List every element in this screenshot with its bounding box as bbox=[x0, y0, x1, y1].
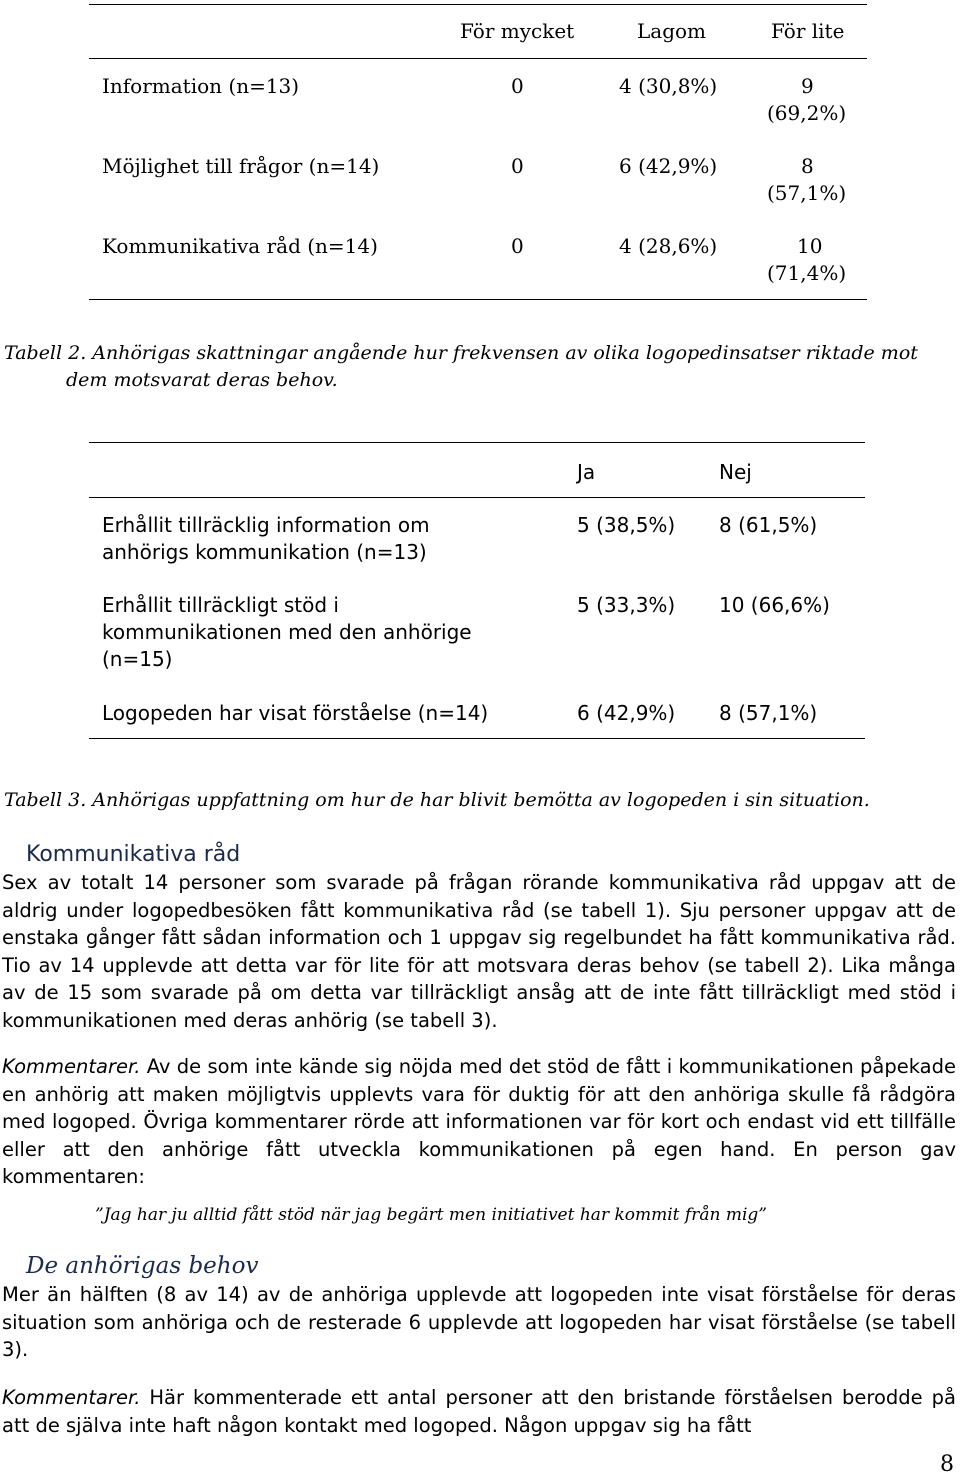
table-2-caption-line: dem motsvarat deras behov. bbox=[66, 369, 338, 391]
table-1-cell: 10 bbox=[797, 234, 823, 258]
section-1-comments bbox=[2, 1053, 956, 1191]
table-2-row-label bbox=[102, 700, 488, 727]
table-2-row-label-line: Erhållit tillräckligt stöd i bbox=[102, 593, 339, 617]
table-2-caption bbox=[4, 340, 954, 394]
comment-text: Här kommenterade ett antal personer att den bristande förståelsen berodde på att de själva inte haft någon kontakt med logoped. Någon uppgav sig ha fått bbox=[2, 1386, 956, 1437]
table-1-cell: 8 bbox=[801, 154, 814, 178]
section-1-paragraph: Sex av totalt 14 personer som svarade på frågan rörande kommunikativa råd uppgav att de aldrig under logopedbesöken fått kommunikativa råd (se tabell 1). Sju personer uppgav att de enstaka gånger fått sådan information och 1 uppgav sig regelbundet ha fått kommunikativa råd. Tio av 14 upplevde att detta var för lite för att motsvara deras behov (se tabell 2). Lika många av de 15 som svarade på om detta var tillräckligt ansåg att de inte fått tillräckligt med stöd i kommunikationen med deras anhörig (se tabell 3). bbox=[2, 871, 956, 1032]
table-1-header-for-lite: För lite bbox=[771, 19, 845, 43]
table-1-row-label: Information (n=13) bbox=[102, 74, 300, 98]
section-heading-kommunikativa-rad: Kommunikativa råd bbox=[26, 842, 241, 867]
table-2-cell-ja: 5 (33,3%) bbox=[577, 593, 676, 617]
table-1-header-rule bbox=[89, 58, 867, 59]
table-1-header-lagom: Lagom bbox=[637, 19, 707, 43]
table-2-cell-nej: 10 (66,6%) bbox=[719, 593, 830, 617]
table-1-cell: (71,4%) bbox=[767, 261, 847, 285]
table-2-row-label-line: Logopeden har visat förståelse (n=14) bbox=[102, 701, 489, 725]
table-3-caption: Tabell 3. Anhörigas uppfattning om hur de har blivit bemötta av logopeden i sin situation. bbox=[4, 789, 870, 811]
table-2-cell-nej: 8 (57,1%) bbox=[719, 701, 818, 725]
table-2-header-rule-right bbox=[561, 497, 865, 498]
table-2-row-label-line: anhörigs kommunikation (n=13) bbox=[102, 540, 427, 564]
table-1-cell: 0 bbox=[511, 74, 524, 98]
table-2-bottom-rule bbox=[89, 738, 865, 739]
table-1-row-label: Kommunikativa råd (n=14) bbox=[102, 234, 378, 258]
table-2-row-label bbox=[102, 512, 430, 566]
table-2-cell-ja: 5 (38,5%) bbox=[577, 513, 676, 537]
table-1-cell: (69,2%) bbox=[767, 101, 847, 125]
section-2-comments bbox=[2, 1384, 956, 1439]
section-heading-de-anhorigas-behov: De anhörigas behov bbox=[26, 1253, 259, 1279]
comment-lead: Kommentarer. bbox=[2, 1055, 141, 1078]
table-2-header-rule-left bbox=[89, 497, 561, 498]
page-number: 8 bbox=[940, 1452, 954, 1477]
table-2-row-label-line: Erhållit tillräcklig information om bbox=[102, 513, 430, 537]
table-1-cell: 0 bbox=[511, 154, 524, 178]
table-1-row-label: Möjlighet till frågor (n=14) bbox=[102, 154, 380, 178]
table-2-header-ja: Ja bbox=[577, 460, 596, 484]
table-2-row-label-line: (n=15) bbox=[102, 647, 173, 671]
table-1-cell: (57,1%) bbox=[767, 181, 847, 205]
table-1-bottom-rule bbox=[89, 299, 867, 300]
table-1-top-rule bbox=[89, 4, 867, 5]
table-2-header-nej: Nej bbox=[719, 460, 752, 484]
section-2-paragraph: Mer än hälften (8 av 14) av de anhöriga upplevde att logopeden inte visat förståelse för deras situation som anhöriga och de resterade 6 upplevde att logopeden har visat förståelse (se tabell 3). bbox=[2, 1283, 956, 1361]
table-1-cell: 0 bbox=[511, 234, 524, 258]
table-1-cell: 9 bbox=[801, 74, 814, 98]
table-1-cell: 6 (42,9%) bbox=[619, 154, 718, 178]
table-2-row-label-line: kommunikationen med den anhörige bbox=[102, 620, 472, 644]
table-1-header-for-mycket: För mycket bbox=[460, 19, 575, 43]
table-2-cell-nej: 8 (61,5%) bbox=[719, 513, 818, 537]
table-2-row-label bbox=[102, 592, 472, 673]
comment-lead: Kommentarer. bbox=[2, 1386, 141, 1409]
table-2-top-rule bbox=[89, 442, 865, 443]
table-1-cell: 4 (28,6%) bbox=[619, 234, 718, 258]
table-2-caption-line: Tabell 2. Anhörigas skattningar angående hur frekvensen av olika logopedinsatser riktade mot bbox=[4, 342, 918, 364]
table-1-cell: 4 (30,8%) bbox=[619, 74, 718, 98]
quote: ”Jag har ju alltid fått stöd när jag begärt men initiativet har kommit från mig” bbox=[95, 1205, 767, 1225]
comment-text: Av de som inte kände sig nöjda med det stöd de fått i kommunikationen påpekade en anhörig att maken möjligtvis upplevts vara för duktig för att den anhöriga skulle få rådgöra med logoped. Övriga kommentarer rörde att informationen var för kort och endast vid ett tillfälle eller att den anhörige fått utveckla kommunikationen på egen hand. En person gav kommentaren: bbox=[2, 1055, 956, 1188]
table-2-cell-ja: 6 (42,9%) bbox=[577, 701, 676, 725]
